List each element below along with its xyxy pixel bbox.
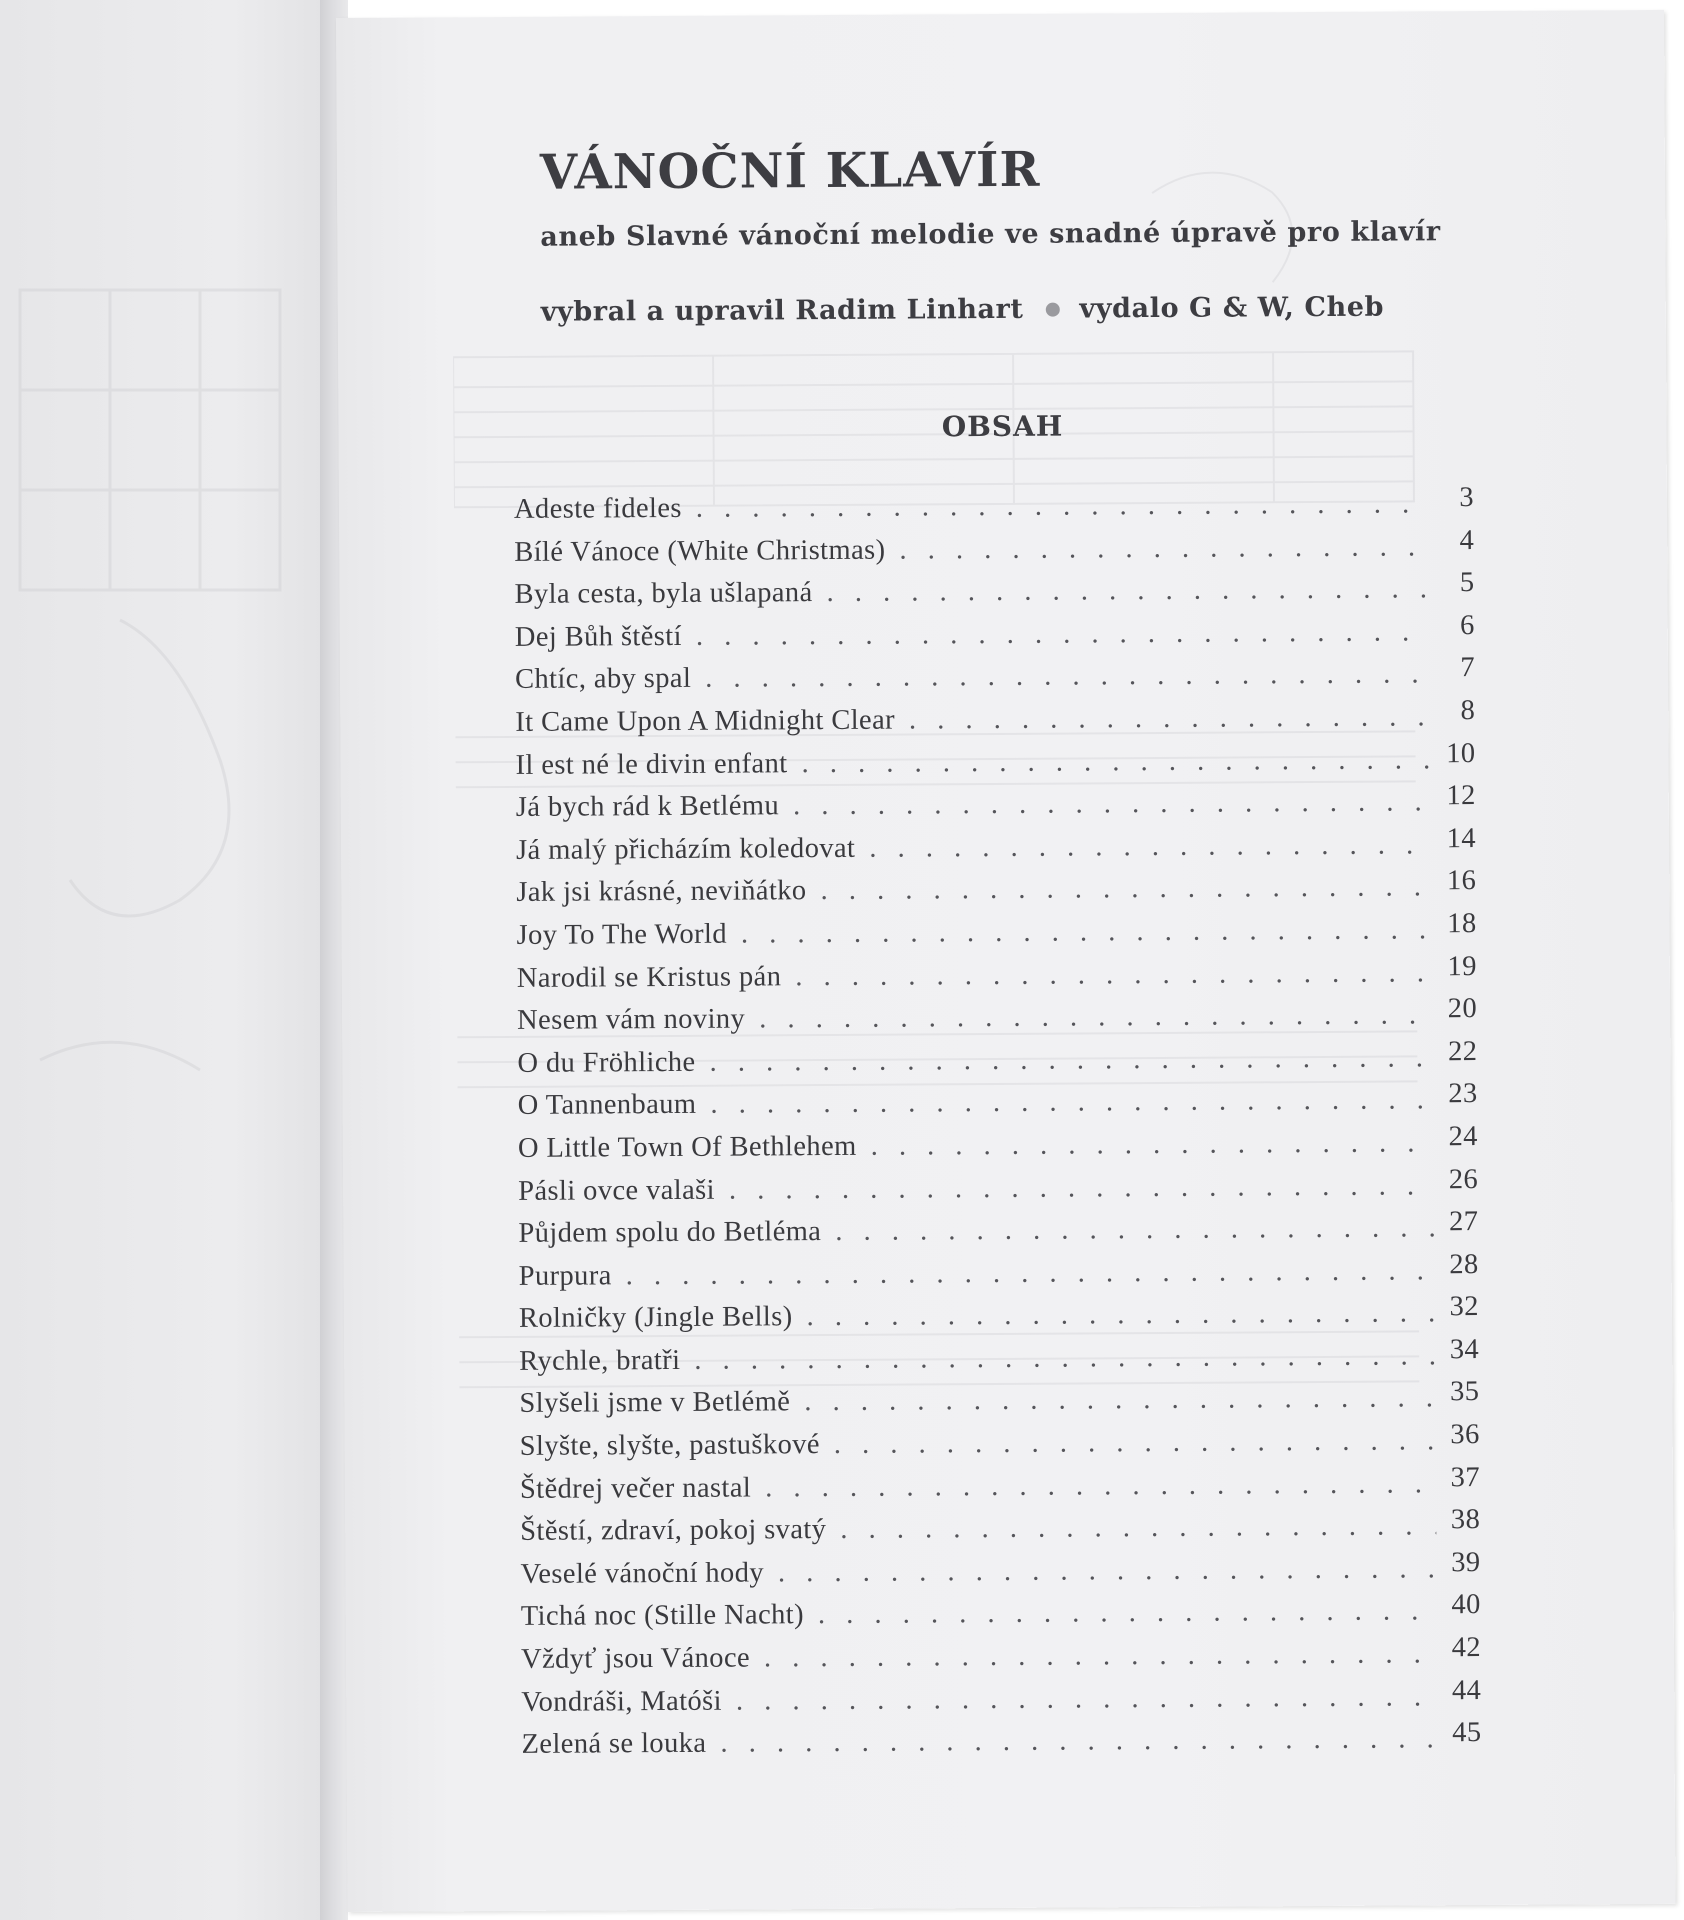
toc-entry xyxy=(513,482,1475,536)
toc-entry xyxy=(515,780,1476,834)
toc-dot-leader xyxy=(626,1255,1435,1292)
toc-dot-leader xyxy=(709,1042,1433,1078)
toc-dot-leader xyxy=(818,1596,1437,1632)
toc-entry-title: Pásli ovce valaši xyxy=(518,1174,716,1207)
toc-dot-leader xyxy=(804,1383,1435,1419)
toc-entry-page: 12 xyxy=(1446,780,1476,812)
toc-entry-title: Rychle, bratři xyxy=(519,1344,681,1377)
toc-dot-leader xyxy=(806,1298,1435,1334)
toc-entry-page: 19 xyxy=(1447,950,1477,982)
toc-entry xyxy=(517,993,1478,1047)
toc-dot-leader xyxy=(909,701,1431,736)
toc-entry-page: 23 xyxy=(1448,1078,1478,1110)
toc-entry-page: 14 xyxy=(1446,822,1477,854)
toc-entry-title: It Came Upon A Midnight Clear xyxy=(515,704,896,738)
toc-entry-page: 8 xyxy=(1460,695,1476,727)
toc-entry xyxy=(518,1163,1479,1218)
toc-entry-title: Já malý přicházím koledovat xyxy=(515,832,856,866)
publisher-credit: vydalo G & W, Cheb xyxy=(1079,291,1385,325)
toc-entry-title: Nesem vám noviny xyxy=(517,1003,746,1037)
toc-entry xyxy=(516,907,1477,962)
toc-entry-title: Půjdem spolu do Betléma xyxy=(518,1216,822,1250)
toc-entry-page: 42 xyxy=(1451,1632,1482,1664)
toc-entry-page: 4 xyxy=(1459,524,1475,556)
toc-entry xyxy=(514,652,1476,706)
toc-dot-leader xyxy=(765,1468,1436,1504)
toc-entry-title: O Tannenbaum xyxy=(517,1089,697,1122)
toc-dot-leader xyxy=(795,957,1433,993)
table-of-contents xyxy=(513,482,1482,1772)
toc-dot-leader xyxy=(759,999,1433,1035)
toc-entry-title: Slyšeli jsme v Betlémě xyxy=(519,1386,791,1420)
toc-entry-page: 45 xyxy=(1452,1717,1482,1749)
toc-dot-leader xyxy=(834,1425,1436,1461)
toc-dot-leader xyxy=(696,616,1431,652)
book-credits xyxy=(541,292,1384,328)
toc-entry xyxy=(517,1035,1478,1090)
toc-entry-page: 22 xyxy=(1447,1035,1478,1067)
toc-entry-title: Veselé vánoční hody xyxy=(520,1557,765,1590)
book-title: VÁNOČNÍ KLAVÍR xyxy=(539,141,1041,201)
toc-entry-title: Já bych rád k Betlému xyxy=(515,790,780,824)
toc-dot-leader xyxy=(835,1212,1434,1248)
toc-entry-page: 40 xyxy=(1451,1589,1481,1621)
toc-dot-leader xyxy=(696,488,1430,524)
toc-entry-title: Bílé Vánoce (White Christmas) xyxy=(514,534,886,568)
toc-dot-leader xyxy=(694,1340,1435,1377)
toc-entry-title: Tichá noc (Stille Nacht) xyxy=(520,1599,805,1633)
toc-entry-page: 10 xyxy=(1446,737,1476,769)
toc-dot-leader xyxy=(826,574,1430,610)
toc-dot-leader xyxy=(869,829,1432,864)
page-content xyxy=(336,10,1676,1912)
toc-entry-page: 38 xyxy=(1450,1504,1481,1536)
toc-dot-leader xyxy=(793,786,1432,822)
toc-entry-title: Zelená se louka xyxy=(521,1727,707,1761)
toc-dot-leader xyxy=(840,1511,1436,1547)
toc-dot-leader xyxy=(710,1085,1433,1121)
toc-entry-page: 3 xyxy=(1459,482,1475,514)
toc-entry-page: 7 xyxy=(1460,652,1476,684)
toc-entry-title: Byla cesta, byla ušlapaná xyxy=(514,577,813,611)
toc-entry-title: Štědrej večer nastal xyxy=(519,1472,752,1505)
toc-entry-page: 26 xyxy=(1448,1163,1479,1195)
toc-dot-leader xyxy=(729,1170,1434,1206)
toc-entry xyxy=(515,695,1476,749)
toc-dot-leader xyxy=(705,659,1431,695)
left-page-show-through xyxy=(0,60,320,1260)
toc-entry-page: 6 xyxy=(1459,609,1475,641)
toc-dot-leader xyxy=(778,1553,1437,1589)
toc-entry xyxy=(514,567,1475,621)
toc-entry xyxy=(514,609,1475,664)
book-subtitle: aneb Slavné vánoční melodie ve snadné úpravě pro klavír xyxy=(540,216,1441,253)
toc-entry xyxy=(518,1206,1479,1260)
toc-entry xyxy=(514,524,1475,579)
toc-dot-leader xyxy=(736,1681,1438,1717)
toc-entry xyxy=(520,1504,1481,1558)
toc-entry xyxy=(521,1674,1482,1729)
toc-heading: OBSAH xyxy=(941,409,1064,444)
toc-entry xyxy=(516,950,1477,1005)
toc-entry-title: Il est né le divin enfant xyxy=(515,747,788,781)
toc-dot-leader xyxy=(741,914,1433,950)
toc-entry xyxy=(517,1120,1478,1175)
toc-entry-title: Dej Bůh štěstí xyxy=(514,620,682,653)
toc-entry-page: 16 xyxy=(1446,865,1477,897)
toc-entry-title: Štěstí, zdraví, pokoj svatý xyxy=(520,1514,827,1548)
toc-entry xyxy=(519,1419,1480,1473)
toc-entry-title: Purpura xyxy=(518,1260,612,1292)
right-page xyxy=(336,10,1676,1912)
toc-entry-page: 34 xyxy=(1449,1333,1480,1366)
toc-entry-title: Adeste fideles xyxy=(513,492,682,525)
toc-entry-title: Jak jsi krásné, neviňátko xyxy=(516,875,807,909)
toc-entry xyxy=(519,1461,1481,1516)
toc-entry xyxy=(517,1078,1478,1132)
toc-dot-leader xyxy=(720,1724,1437,1760)
toc-entry-title: O Little Town Of Bethlehem xyxy=(517,1130,857,1164)
toc-entry-title: Slyšte, slyšte, pastuškové xyxy=(519,1429,820,1462)
toc-entry xyxy=(519,1376,1480,1431)
toc-entry-page: 27 xyxy=(1448,1206,1479,1238)
toc-dot-leader xyxy=(801,744,1431,780)
toc-entry-title: O du Fröhliche xyxy=(517,1046,696,1079)
toc-entry-page: 28 xyxy=(1449,1248,1479,1280)
toc-entry-page: 39 xyxy=(1451,1546,1481,1579)
toc-entry-page: 24 xyxy=(1448,1120,1478,1153)
toc-entry xyxy=(515,737,1476,792)
toc-entry xyxy=(515,822,1477,877)
toc-entry-page: 35 xyxy=(1450,1376,1480,1408)
toc-dot-leader xyxy=(871,1127,1434,1162)
toc-entry-title: Rolničky (Jingle Bells) xyxy=(518,1301,793,1335)
bullet-separator-icon xyxy=(1045,302,1059,316)
toc-entry-title: Vondráši, Matóši xyxy=(521,1685,723,1718)
toc-entry-title: Vždyť jsou Vánoce xyxy=(520,1642,751,1675)
toc-entry xyxy=(518,1248,1479,1303)
toc-entry-page: 44 xyxy=(1451,1674,1482,1706)
arranger-credit: vybral a upravil Radim Linhart xyxy=(540,293,1024,328)
toc-dot-leader xyxy=(820,872,1432,908)
toc-entry-title: Narodil se Kristus pán xyxy=(516,960,782,994)
toc-entry-page: 5 xyxy=(1459,567,1475,599)
toc-entry xyxy=(521,1717,1482,1771)
toc-entry xyxy=(520,1589,1481,1643)
toc-entry-page: 36 xyxy=(1450,1419,1480,1451)
toc-entry-page: 37 xyxy=(1450,1461,1481,1493)
toc-entry xyxy=(518,1291,1479,1345)
toc-entry-title: Joy To The World xyxy=(516,918,728,951)
toc-entry-page: 32 xyxy=(1449,1291,1479,1323)
toc-entry xyxy=(516,865,1477,919)
toc-entry-page: 20 xyxy=(1447,993,1478,1025)
toc-entry-page: 18 xyxy=(1447,907,1477,940)
toc-dot-leader xyxy=(899,531,1430,566)
toc-entry xyxy=(520,1546,1481,1601)
toc-entry xyxy=(520,1632,1482,1686)
toc-entry xyxy=(519,1333,1480,1388)
left-page xyxy=(0,0,330,1920)
toc-entry-title: Chtíc, aby spal xyxy=(514,663,692,696)
toc-dot-leader xyxy=(764,1638,1437,1674)
